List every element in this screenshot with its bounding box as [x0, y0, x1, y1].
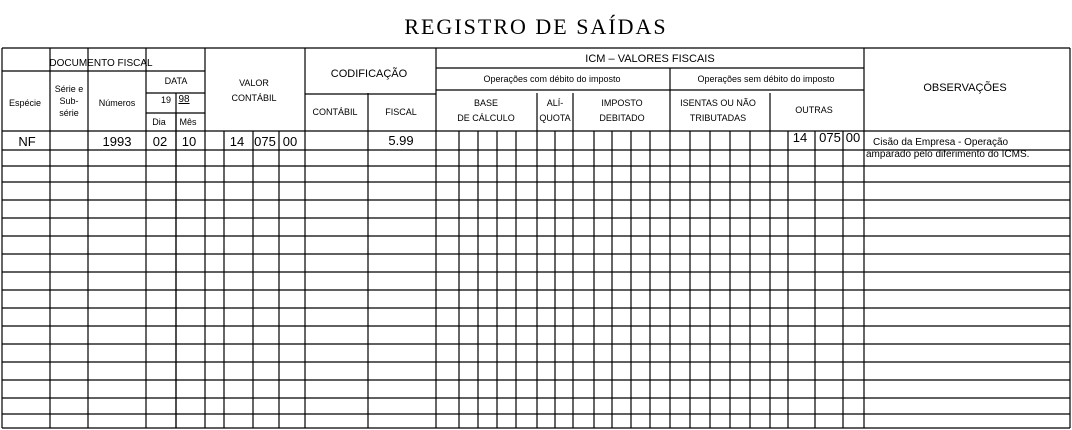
- header-sem-debito: Operações sem débito do imposto: [697, 74, 835, 84]
- header-aliquota-line1: ALÍ-: [546, 98, 564, 108]
- entry-observacao-line1: Cisão da Empresa - Operação: [873, 137, 1009, 148]
- entry-fiscal: 5.99: [388, 133, 414, 148]
- entry-valor-thousands: 075: [254, 134, 276, 149]
- header-serie-line1: Série e: [54, 84, 84, 94]
- header-serie-line3: série: [59, 108, 79, 118]
- header-serie-line2: Sub-: [59, 96, 79, 106]
- header-aliquota-line2: QUOTA: [539, 113, 571, 123]
- header-fiscal: FISCAL: [385, 107, 417, 117]
- entry-outras-thousands: 075: [819, 130, 841, 145]
- header-isentas-line2: TRIBUTADAS: [689, 113, 747, 123]
- header-com-debito: Operações com débito do imposto: [483, 74, 621, 84]
- page-title: REGISTRO DE SAÍDAS: [404, 14, 668, 39]
- header-numeros: Números: [98, 98, 136, 108]
- header-dia: Dia: [152, 117, 166, 127]
- header-imposto-line2: DEBITADO: [599, 113, 645, 123]
- entry-observacao-line2: amparado pelo diferimento do ICMS.: [866, 149, 1030, 160]
- header-base-line2: DE CÁLCULO: [457, 113, 515, 123]
- entry-mes: 10: [181, 134, 197, 149]
- entry-outras-cents: 00: [845, 130, 861, 145]
- header-data-year: 98: [178, 94, 190, 105]
- header-imposto-line1: IMPOSTO: [601, 98, 643, 108]
- entry-outras-int: 14: [792, 130, 808, 145]
- header-isentas-line1: ISENTAS OU NÃO: [680, 98, 756, 108]
- header-base-line1: BASE: [473, 98, 499, 108]
- ledger-grid-lines: [2, 48, 1070, 428]
- header-valor-line2: CONTÁBIL: [231, 93, 277, 103]
- entry-valor-cents: 00: [282, 134, 298, 149]
- header-outras: OUTRAS: [795, 105, 833, 115]
- entry-dia: 02: [152, 134, 168, 149]
- header-data-year-prefix: 19: [160, 95, 172, 105]
- header-observacoes: OBSERVAÇÕES: [923, 82, 1007, 94]
- entry-especie: NF: [18, 134, 36, 149]
- header-codificacao: CODIFICAÇÃO: [330, 68, 408, 80]
- entry-numero: 1993: [102, 134, 132, 149]
- header-contabil: CONTÁBIL: [312, 107, 358, 117]
- header-especie: Espécie: [8, 98, 42, 108]
- header-data: DATA: [164, 76, 188, 86]
- header-valor-line1: VALOR: [239, 78, 269, 88]
- entry-valor-int: 14: [229, 134, 245, 149]
- header-icm: ICM – VALORES FISCAIS: [585, 53, 715, 65]
- header-mes: Mês: [179, 117, 197, 127]
- header-documento-fiscal: DOCUMENTO FISCAL: [49, 58, 153, 69]
